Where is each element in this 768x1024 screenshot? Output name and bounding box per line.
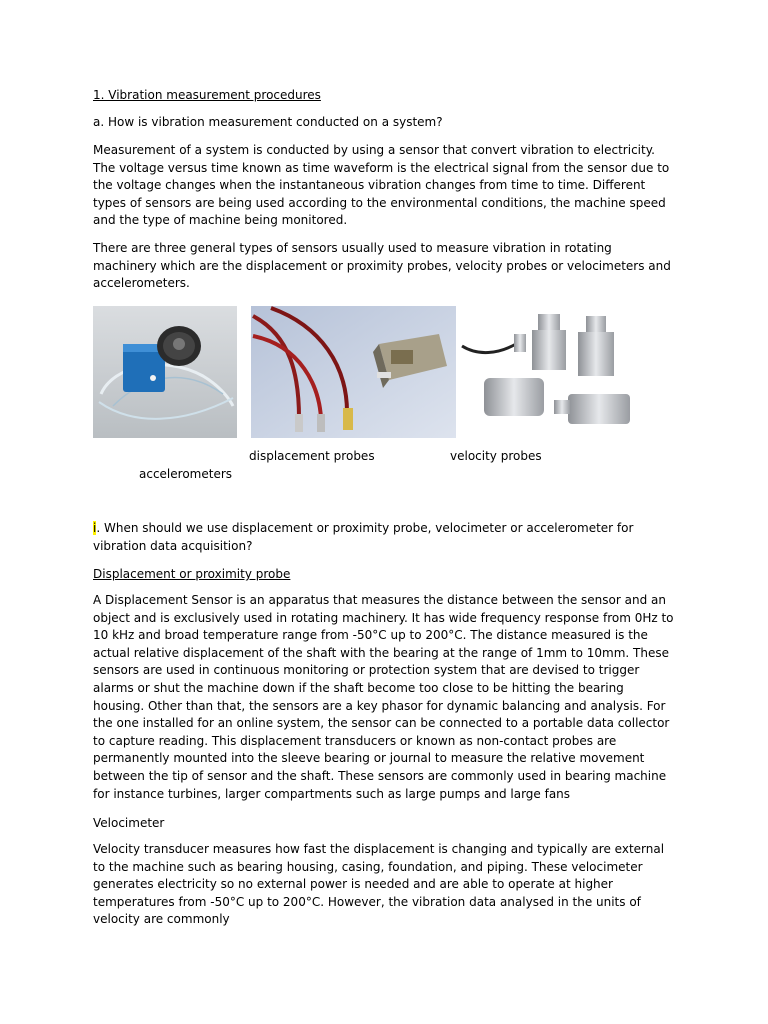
subheading-velocimeter: Velocimeter: [93, 816, 165, 830]
paragraph-sensor-types: There are three general types of sensors usually used to measure vibration in rotating machinery which are the displacement or proximity probes, velocity probes or velocimeters and accelerometers.: [93, 241, 671, 291]
caption-accelerometers: accelerometers: [139, 467, 233, 481]
paragraph-velocimeter: Velocity transducer measures how fast the displacement is changing and typically are external to the machine such as bearing housing, casing, foundation, and piping. These velocimeter generates electricity so no external power is needed and are able to operate at higher temperatures from -50°C up to 200°C. However, the vibration data analysed in the units of velocity are commonly: [93, 842, 665, 927]
accelerometer-photo: [458, 306, 638, 438]
caption-velocity-probes: velocity probes: [450, 449, 542, 463]
question-i-marker: i: [93, 521, 97, 535]
subheading-displacement: Displacement or proximity probe: [93, 567, 291, 581]
section-heading: 1. Vibration measurement procedures: [93, 88, 321, 102]
question-a: a. How is vibration measurement conducted on a system?: [93, 115, 443, 129]
paragraph-measurement: Measurement of a system is conducted by using a sensor that convert vibration to electricity. The voltage versus time known as time waveform is the electrical signal from the sensor due to the voltage changes when the instantaneous vibration changes from time to time. Different types of sensors are being used according to the environmental conditions, the machine speed and the type of machine being monitored.: [93, 143, 670, 228]
velocity-probe-photo: [251, 306, 456, 438]
proximity-probe-photo: [93, 306, 237, 438]
question-i-text: . When should we use displacement or proximity probe, velocimeter or accelerometer for vibration data acquisition?: [93, 521, 634, 553]
caption-displacement-probes: displacement probes: [249, 449, 375, 463]
paragraph-displacement: A Displacement Sensor is an apparatus that measures the distance between the sensor and an object and is exclusively used in rotating machinery. It has wide frequency response from 0Hz to 10 kHz and broad temperature range from -50°C up to 200°C. The distance measured is the actual relative displacement of the shaft with the bearing at the range of 1mm to 10mm. These sensors are used in continuous monitoring or protection system that are devised to trigger alarms or shut the machine down if the shaft become too close to be hitting the bearing housing. Other than that, the sensors are a key phasor for dynamic balancing and analysis. For the one installed for an online system, the sensor can be connected to a portable data collector to capture reading. This displacement transducers or known as non-contact probes are permanently mounted into the sleeve bearing or journal to measure the relative movement between the tip of sensor and the shaft. These sensors are commonly used in bearing machine for instance turbines, larger compartments such as large pumps and large fans: [93, 593, 674, 801]
question-i: [93, 520, 678, 555]
